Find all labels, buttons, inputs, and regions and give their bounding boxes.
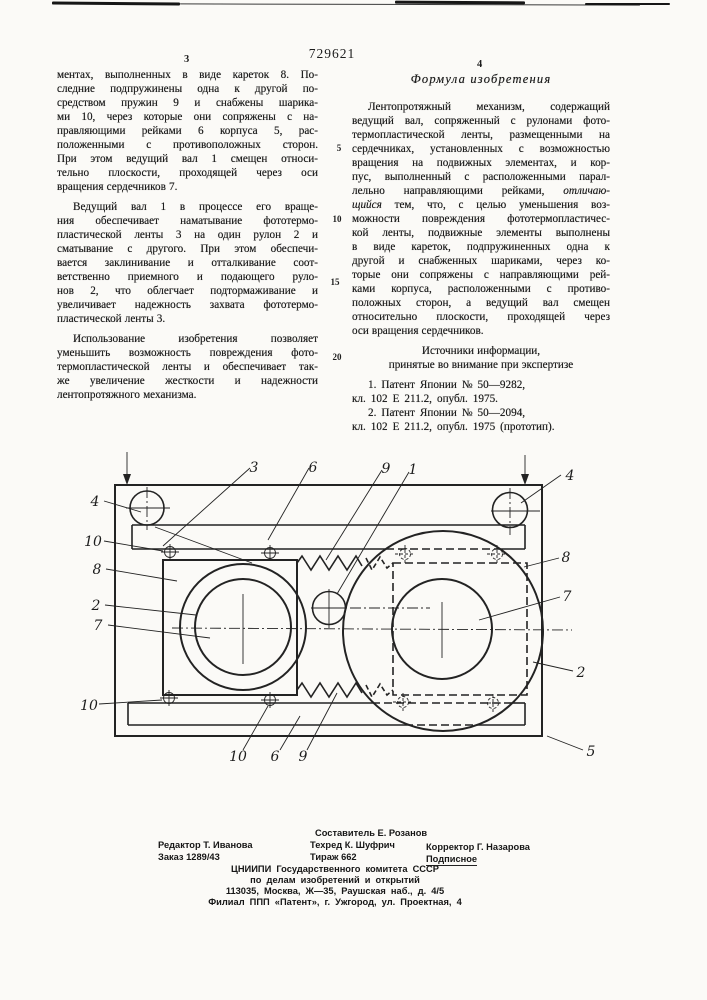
text-line: ведущий вал, сопряженный с рулонами фото- — [352, 115, 610, 127]
text-line: правляющими рейками 6 корпуса 5, рас- — [57, 125, 318, 137]
paragraph — [57, 200, 318, 326]
text-line: 2. Патент Японии № 50—2094, — [368, 407, 526, 419]
text-line: же увеличение жесткости и надежности — [57, 375, 318, 387]
sources-heading — [352, 344, 610, 372]
text-line: ментах, выполненных в виде кареток 8. По- — [57, 69, 318, 81]
text-line: термопластической ленты и обеспечивает так- — [57, 361, 318, 373]
figure-labels — [80, 460, 595, 765]
figure-label: 7 — [93, 618, 103, 634]
imprint-line: Филиал ППП «Патент», г. Ужгород, ул. Проектная, 4 — [208, 897, 462, 907]
claim-heading: Формула изобретения — [410, 72, 552, 86]
text-line: оси вращения сердечников. — [352, 325, 484, 337]
paragraph — [57, 332, 318, 402]
figure-label: 10 — [84, 534, 102, 550]
margin-line-number: 5 — [336, 143, 342, 153]
margin-line-number: 10 — [332, 214, 342, 224]
text-line: кл. 102 Е 211.2, опубл. 1975. — [352, 393, 498, 405]
order-number: Заказ 1289/43 — [158, 852, 220, 862]
page-number-right: 4 — [477, 59, 483, 70]
text-line: пластической ленты 3. — [57, 313, 166, 325]
text-line: относительно плоскости, проходящей через — [352, 311, 610, 323]
figure-frame — [115, 485, 542, 736]
figure-label: 7 — [562, 589, 572, 605]
text-line: уменьшить возможность повреждения фото- — [57, 347, 318, 359]
text-line: нов 2, что облегчает подтормаживание и — [57, 285, 318, 297]
guide-rail-bottom — [128, 703, 525, 725]
margin-line-number: 15 — [330, 277, 340, 287]
text-line: тельно плоскости, проходящей через оси — [57, 167, 318, 179]
text-line: ми 10, через которые они сопряжены с на- — [57, 111, 318, 123]
text-line: лельно направляющими рейками, отличаю- — [352, 185, 610, 197]
text-line: кл. 102 Е 211.2, опубл. 1975 (прототип). — [352, 421, 555, 433]
text-line: ния обеспечивает наматывание фототермо- — [57, 215, 318, 227]
scan-artifact — [52, 2, 180, 6]
text-line: ветственно приемного и подающего руло- — [57, 271, 318, 283]
corrector-credit: Корректор Г. Назарова — [426, 842, 530, 852]
figure-label: 2 — [91, 598, 101, 614]
text-line: положенными с противоположных сторон. — [57, 139, 318, 151]
text-line: принятые во внимание при экспертизе — [388, 359, 574, 371]
figure-label: 10 — [80, 698, 98, 714]
figure-label: 6 — [308, 460, 318, 476]
techred-credit: Техред К. Шуфрич — [310, 840, 395, 850]
figure-label: 6 — [270, 749, 280, 765]
figure-label: 9 — [298, 749, 308, 765]
claim-paragraph — [352, 100, 610, 338]
text-line: положных сторон, а ведущий вал смещен — [352, 297, 610, 309]
text-line: Лентопротяжный механизм, содержащий — [368, 101, 610, 113]
figure-label: 5 — [586, 744, 596, 760]
editor-credit: Редактор Т. Иванова — [158, 840, 253, 850]
text-line: сердечниках, установленных с возможностью — [352, 143, 610, 155]
text-line: 1. Патент Японии № 50—9282, — [368, 379, 526, 391]
text-line: щийся тем, что, с целью уменьшения воз- — [352, 199, 610, 211]
figure-label: 4 — [90, 494, 100, 510]
column-left — [57, 68, 318, 402]
imprint-footer — [100, 826, 570, 916]
spring-bottom — [297, 683, 393, 697]
imprint-line: 113035, Москва, Ж—35, Раушская наб., д. 4/5 — [225, 886, 445, 896]
text-line: вращения сердечников 7. — [57, 181, 178, 193]
text-line: средством пружин 9 и снабжены шарика- — [57, 97, 318, 109]
figure-label: 2 — [576, 665, 586, 681]
roll-left — [180, 564, 306, 690]
figure-label: 9 — [381, 461, 391, 477]
imprint-line: по делам изобретений и открытий — [250, 875, 420, 885]
paragraph — [57, 68, 318, 194]
text-line: сматывание с другого. При этом обеспечи- — [57, 243, 318, 255]
imprint-line: ЦНИИПИ Государственного комитета СССР — [231, 864, 439, 874]
drive-shaft — [311, 589, 430, 628]
arrow-down-right-icon — [521, 455, 529, 485]
text-line: пластической ленты 3 на один рулон 2 и — [57, 229, 318, 241]
compiler-credit: Составитель Е. Розанов — [315, 828, 428, 838]
text-line: другой и снабженных шариками, через ко- — [352, 255, 610, 267]
text-line: можности повреждения фототермопластичес- — [352, 213, 610, 225]
print-run: Тираж 662 — [310, 852, 357, 862]
roller-left-icon — [126, 487, 170, 530]
figure-label: 8 — [92, 562, 102, 578]
column-right — [352, 100, 610, 434]
text-line: Источники информации, — [421, 345, 541, 357]
figure-label: 1 — [408, 462, 418, 478]
text-line: следние подпружинены одна к другой по- — [57, 83, 318, 95]
references — [352, 378, 610, 434]
text-line: лентопротяжного механизма. — [57, 389, 197, 401]
text-line: вается заклинивание и отталкивание соот- — [57, 257, 318, 269]
text-line: увеличивает надежность захвата фототермо- — [57, 299, 318, 311]
scan-artifact — [180, 3, 640, 6]
text-line: Ведущий вал 1 в процессе его враще- — [73, 201, 318, 213]
margin-line-number: 20 — [332, 352, 342, 362]
axis-centerline — [172, 628, 572, 630]
figure-label: 4 — [565, 468, 575, 484]
text-line: вращения на подвижных элементах, и кор- — [352, 157, 610, 169]
text-line: ками корпуса, расположенными с противо- — [352, 283, 610, 295]
spring-top — [297, 556, 393, 570]
figure-label: 3 — [249, 460, 259, 476]
text-line: кой ленты, подвижные элементы выполнены — [352, 227, 610, 239]
text-line: пус, выполненный с расположенными парал- — [352, 171, 610, 183]
text-line: термопластической ленты, размещенными на — [352, 129, 610, 141]
roll-right — [343, 531, 543, 731]
subscription-note: Подписное — [426, 854, 478, 864]
text-line: в виде кареток, подпружиненных одна к — [352, 241, 610, 253]
figure-label: 10 — [229, 749, 247, 765]
text-line: При этом ведущий вал 1 смещен относи- — [57, 153, 318, 165]
arrow-down-left-icon — [123, 452, 131, 485]
page-number-left: 3 — [184, 54, 190, 65]
text-line: торые они сопряжены с направляющими рей- — [352, 269, 610, 281]
patent-number: 729621 — [308, 46, 356, 61]
guide-rail-top — [132, 525, 525, 549]
mechanism-figure — [80, 445, 615, 770]
figure-label: 8 — [561, 550, 571, 566]
text-line: Использование изобретения позволяет — [73, 333, 318, 345]
